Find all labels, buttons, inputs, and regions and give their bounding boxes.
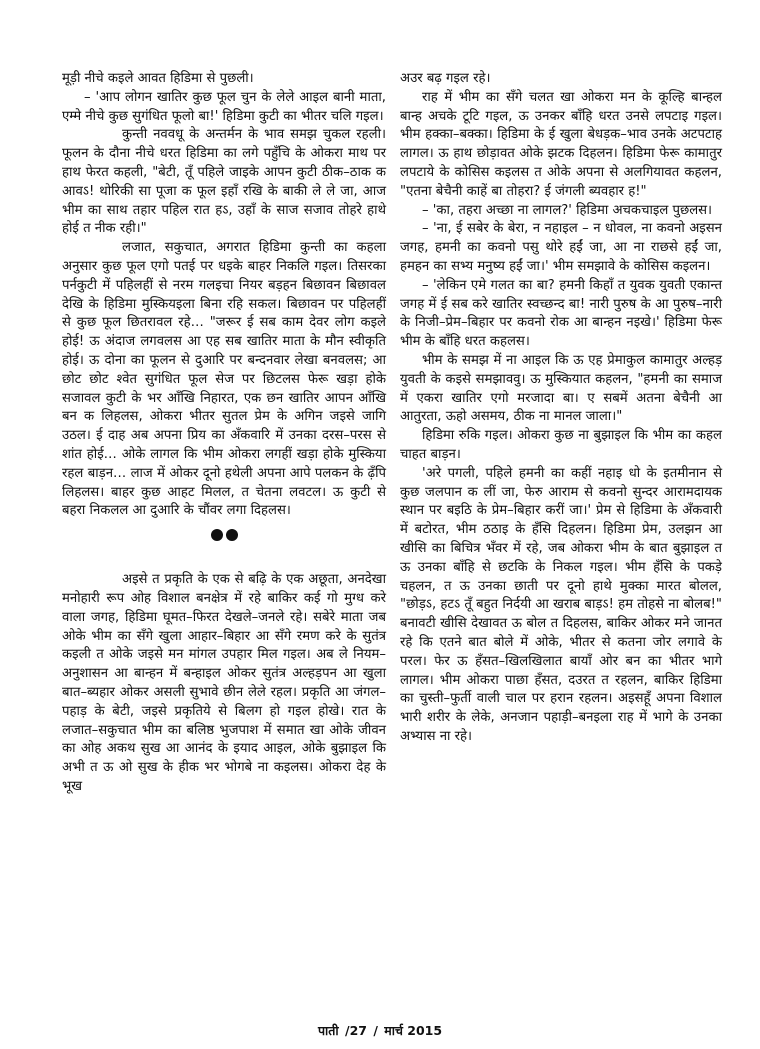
issue-date: मार्च 2015: [384, 1023, 443, 1038]
magazine-name: पाती: [317, 1023, 339, 1038]
right-column: [400, 70, 722, 747]
footer-separator: /: [373, 1023, 378, 1038]
paragraph: – 'ना, ई सबेर के बेरा, न नहाइल – न धोवल, ना कवनो अइसन जगह, हमनी का कवनो पसु थोरे हईं जा, आ ना राछसे हईं जा, हमहन का सभ्य मनुष्य हईं जा।' भीम समझावे के कोसिस कइलन।: [400, 221, 722, 274]
paragraph: राह में भीम का सँगे चलत खा ओकरा मन के कूल्हि बान्हल बान्ह अचके टूटि गइल, ऊ उनकर बाँहि धरत उनसे लपटाइ गइल। भीम हक्का–बक्का। हिडिमा के ई खुला बेधड़क–भाव उनके अटपटाह लागल। ऊ हाथ छोड़ावत ओके झटक दिहलन। हिडिमा फेरू कामातुर लपटाये के कोसिस कइलस त ओके अपना से अलगियावत कहलन, "एतना बेचैनी काहें बा तोहरा? ई जंगली ब्यवहार ह!": [400, 89, 722, 199]
page-footer: [0, 1022, 760, 1039]
paragraph: मूड़ी नीचे कइले आवत हिडिमा से पुछली।: [62, 71, 254, 86]
paragraph: भीम के समझ में ना आइल कि ऊ एह प्रेमाकुल कामातुर अल्हड़ युवती के कइसे समझाववु। ऊ मुस्कियात कहलन, "हमनी का समाज में एकरा खातिर एगो मरजादा बा। ए सबमें अतना बेचैनी आ आतुरता, ऊहो असमय, ठीक ना मानल जाला।": [400, 352, 722, 425]
bullet-dot-icon: [226, 529, 238, 541]
paragraph: लजात, सकुचात, अगरात हिडिमा कुन्ती का कहला अनुसार कुछ फूल एगो पतई पर धइके बाहर निकलि गइल। तिसरका पर्नकुटी में पहिलहीं से नरम गलइचा नियर बड़हन बिछावन बिछावल देखि के हिडिमा मुस्कियइला बिना रहि सकल। बिछावन पर पहिलहीं से कुछ फूल छितरावल रहे… "जरूर ई सब काम देवर लोग कइले होई! ऊ अंदाज लगवलस आ एह सब खातिर माता के मौन स्वीकृति होई। ऊ दोना का फूलन से दुआरि पर बन्दनवार लेखा बनवलस; आ छोट छोट श्वेत सुगंधित फूल सेज पर छिटलस फेरू खड़ा होके सजावल कुटी के भर आँखि निहारत, एक छन खातिर आपन आँखि बन क लिहलस, ओकरा भीतर सुतल प्रेम के अगिन जइसे जागि उठल। ई दाह अब अपना प्रिय का अँकवारि में उनका दरस–परस से शांत होई… ओके लागल कि भीम ओकरा लगहीं खड़ा होके मुस्किया रहल बाड़न… लाज में ओकर दूनो हथेली अपना आपे पलकन के ढ़ँपि लिहलस। बाहर कुछ आहट मिलल, त चेतना लवटल। ऊ कुटी से बहरा निकलल आ दुआरि के चौंवर लगा दिहलस।: [62, 240, 386, 519]
left-column: [62, 70, 386, 797]
paragraph: 'अरे पगली, पहिले हमनी का कहीं नहाइ धो के इतमीनान से कुछ जलपान क लीं जा, फेरु आराम से कवनो सुन्दर आरामदायक स्थान पर बइठि के प्रेम–बिहार करीं जा।' प्रेम से हिडिमा के अँकवारी में बटोरत, भीम ठठाइ के हँसि दिहलन। हिडिमा प्रेम, उलझन आ खीसि का बिचित्र भँवर में रहे, जब ओकरा भीम के बात बुझाइल त ऊ उनका बाँहि से छटकि के निकल गइल। भीम हँसि के पकड़े चहलन, त ऊ उनका छाती पर दूनो हाथे मुक्का मारत बोलल, "छोड़ऽ, हटऽ तूँ बहुत निर्दयी आ खराब बाड़ऽ! हम तोहसे ना बोलब!" बनावटी खीसि देखावत ऊ बोल त दिहलस, बाकिर ओकर मने जानत रहे कि एतने बात बोले में ओके, भीतर से कतना जोर लगावे के परल। फेर ऊ हँसत–खिलखिलात बायाँ ओर बन का भीतर भागे लागल। भीम ओकरा पाछा हँसत, दउरत त रहलन, बाकिर हिडिमा का चुस्ती–फुर्ती वाली चाल पर हरान रहलन। अइसहूँ अपना विशाल भारी शरीर के लेके, अनजान पहाड़ी–बनइला राह में भागे के उनका अभ्यास ना रहे।: [400, 465, 722, 744]
paragraph: हिडिमा रुकि गइल। ओकरा कुछ ना बुझाइल कि भीम का कहल चाहत बाड़न।: [400, 428, 722, 462]
paragraph: – 'लेकिन एमे गलत का बा? हमनी किहाँ त युवक युवती एकान्त जगह में ई सब करे खातिर स्वच्छन्द बा! नारी पुरुष के आ पुरुष–नारी के निजी–प्रेम–बिहार पर कवनो रोक आ बान्हन नइखे।' हिडिमा फेरू भीम के बाँहि धरत कहलस।: [400, 277, 722, 350]
paragraph: अउर बढ़ गइल रहे।: [400, 71, 491, 86]
paragraph: – 'का, तहरा अच्छा ना लागल?' हिडिमा अचकचाइल पुछलस।: [422, 202, 713, 218]
paragraph: कुन्ती नववधू के अन्तर्मन के भाव समझ चुकल रहली। फूलन के दौना नीचे धरत हिडिमा का लगे पहुँचि के ओकरा माथ पर हाथ फेरत कहली, "बेटी, तूँ पहिले जाइके आपन कुटी ठीक–ठाक क आवऽ! थोरिकी सा पूजा क फूल इहाँ रखि के बाकी ले ले जा, आज भीम का साथ तहार पहिल रात हऽ, उहाँ के साज सजाव तोहरे हाथे होई त नीक रही।": [62, 127, 386, 237]
page-number: /27: [345, 1023, 367, 1038]
paragraph: – 'आप लोगन खातिर कुछ फूल चुन के लेले आइल बानी माता, एम्मे नीचे कुछ सुगंधित फूलो बा!' हिडिमा कुटी का भीतर चलि गइल।: [62, 89, 386, 124]
bullet-dot-icon: [211, 529, 223, 541]
paragraph: अइसे त प्रकृति के एक से बढ़ि के एक अछूता, अनदेखा मनोहारी रूप ओह विशाल बनक्षेत्र में रहे बाकिर कई गो मुग्ध करे वाला जगह, हिडिमा घूमत–फिरत देखले–जनले रहे। सबेरे माता जब ओके भीम का सँगे खुला आहार–बिहार आ सँगे रमण करे के सुतंत्र कइली त ओके जइसे मन मांगल उपहार मिल गइल। अब ले नियम–अनुशासन आ बान्हन में बन्हाइल ओकर सुतंत्र अल्हड़पन आ खुला बात–ब्यहार ओकर असली सुभावे छीन लेले रहल। प्रकृति आ जंगल–पहाड़ के बेटी, जइसे प्रकृतिये से बिलग हो गइल होखे। रात के लजात–सकुचात भीम का बलिष्ठ भुजपाश में समात खा ओके जीवन का ओह अकथ सुख आ आनंद के इयाद आइल, ओके बुझाइल कि अभी त ऊ ओ सुख के हीक भर भोगबे ना कइलस। ओकरा देह के भूख: [62, 572, 386, 794]
section-divider: [62, 529, 386, 541]
